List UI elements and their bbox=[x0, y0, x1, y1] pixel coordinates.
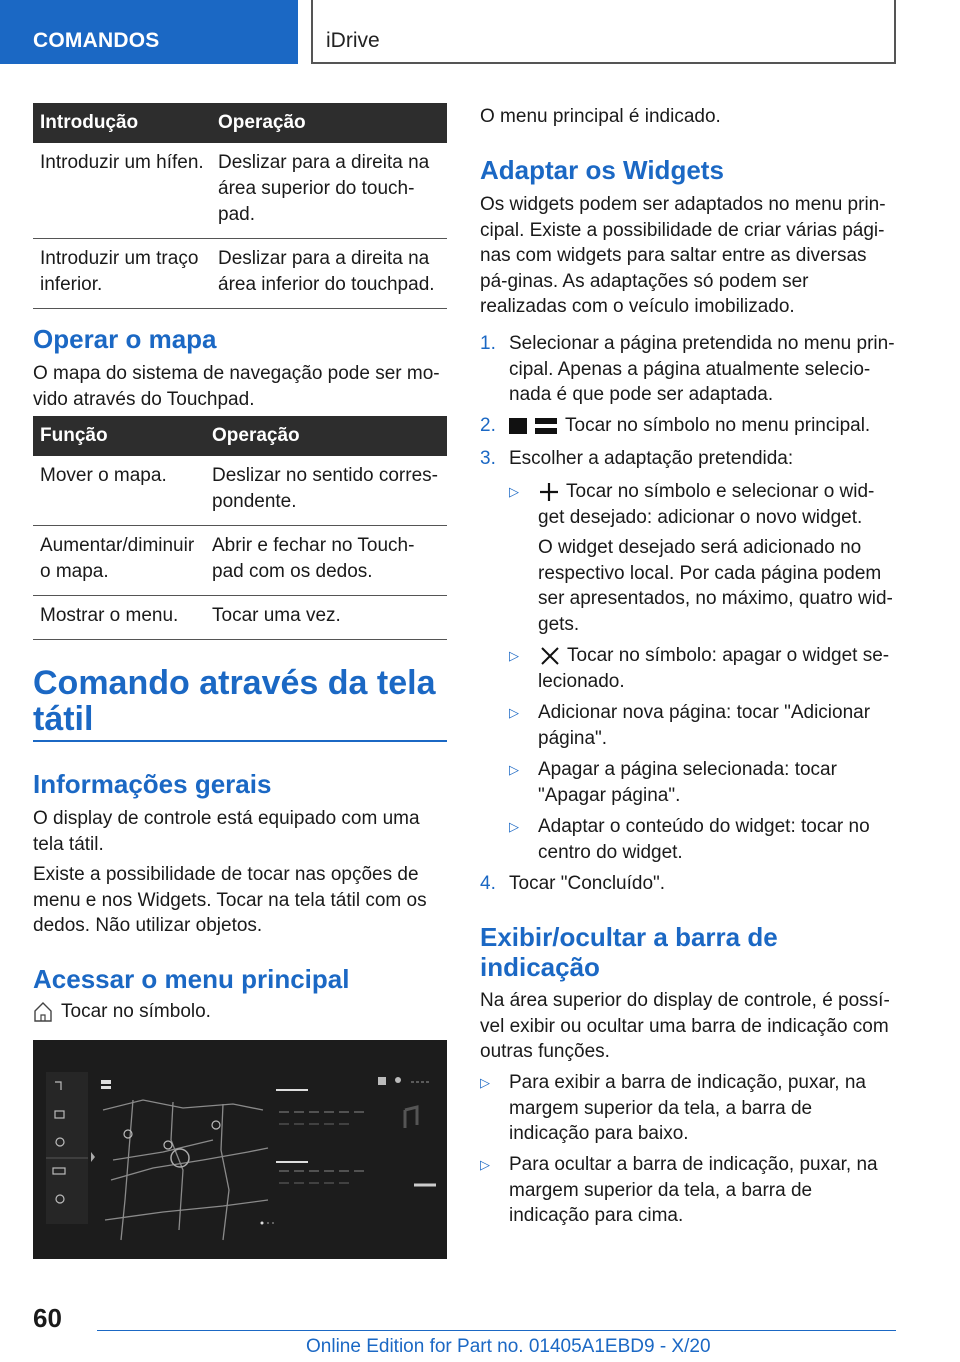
table-cell: Deslizar para a direita na área superior do touch-pad. bbox=[211, 143, 447, 239]
bullet-icon: ▷ bbox=[509, 819, 519, 834]
step-text: Tocar "Concluído". bbox=[509, 873, 666, 894]
step-number: 2. bbox=[480, 415, 496, 436]
general-p1: O display de controle está equipado com uma tela tátil. bbox=[33, 808, 420, 855]
step-text: Selecionar a página pretendida no menu prin-cipal. Apenas a página atualmente selecio-nada é que pode ser adaptada. bbox=[509, 333, 895, 405]
map-table bbox=[33, 416, 447, 640]
bullet-icon: ▷ bbox=[509, 648, 519, 663]
table-header: Operação bbox=[205, 416, 447, 456]
table-cell: Deslizar para a direita na área inferior do touchpad. bbox=[211, 239, 447, 309]
bullet-icon: ▷ bbox=[480, 1075, 490, 1090]
heading-rule bbox=[33, 740, 447, 742]
section-tab bbox=[0, 0, 298, 64]
widget-menu-icon bbox=[509, 418, 557, 434]
substep-text: Adaptar o conteúdo do widget: tocar no centro do widget. bbox=[538, 816, 870, 863]
table-cell: Abrir e fechar no Touch-pad com os dedos. bbox=[205, 526, 447, 596]
widgets-heading: Adaptar os Widgets bbox=[480, 155, 724, 185]
bar-text: Na área superior do display de controle, é possí-vel exibir ou ocultar uma barra de indicação com outras funções. bbox=[480, 990, 890, 1062]
chapter-title: iDrive bbox=[326, 29, 380, 52]
table-header: Operação bbox=[211, 103, 447, 143]
step-text: Escolher a adaptação pretendida: bbox=[509, 448, 794, 469]
substep-text: Adicionar nova página: tocar "Adicionar página". bbox=[538, 702, 871, 749]
section-title: COMANDOS bbox=[33, 29, 160, 52]
map-heading: Operar o mapa bbox=[33, 324, 217, 354]
table-cell: Tocar uma vez. bbox=[205, 596, 447, 640]
intro-text: O menu principal é indicado. bbox=[480, 106, 721, 127]
bullet-icon: ▷ bbox=[480, 1157, 490, 1172]
table-row bbox=[33, 526, 447, 596]
bullet-icon: ▷ bbox=[509, 762, 519, 777]
table-cell: Mover o mapa. bbox=[33, 456, 205, 526]
chapter-tab bbox=[311, 0, 896, 64]
substep-note: O widget desejado será adicionado no respectivo local. Por cada página podem ser apresentados, no máximo, quatro wid-gets. bbox=[538, 537, 893, 635]
footer-rule bbox=[97, 1330, 896, 1331]
step-number: 4. bbox=[480, 873, 496, 894]
edition-link[interactable]: Online Edition for Part no. 01405A1EBD9 - X/20 bbox=[306, 1336, 711, 1357]
step-text: Tocar no símbolo no menu principal. bbox=[565, 415, 871, 436]
bullet-icon: ▷ bbox=[509, 705, 519, 720]
substep-text: Apagar a página selecionada: tocar "Apagar página". bbox=[538, 759, 837, 806]
bar-bullet: Para exibir a barra de indicação, puxar, na margem superior da tela, a barra de indicação para baixo. bbox=[509, 1072, 866, 1144]
table-cell: Aumentar/diminuir o mapa. bbox=[33, 526, 205, 596]
touch-heading: Comando através da tela tátil bbox=[33, 664, 436, 738]
table-cell: Introduzir um traço inferior. bbox=[33, 239, 211, 309]
step-number: 1. bbox=[480, 333, 496, 354]
menu-heading: Acessar o menu principal bbox=[33, 964, 350, 994]
substep-text: Tocar no símbolo: apagar o widget se-lecionado. bbox=[538, 645, 890, 692]
bar-heading: Exibir/ocultar a barra de indicação bbox=[480, 922, 778, 982]
table-row bbox=[33, 143, 447, 239]
table-row bbox=[33, 596, 447, 640]
home-icon bbox=[33, 1001, 53, 1023]
page-number: 60 bbox=[33, 1303, 62, 1333]
table-cell: Mostrar o menu. bbox=[33, 596, 205, 640]
table-row bbox=[33, 239, 447, 309]
map-text: O mapa do sistema de navegação pode ser mo-vido através do Touchpad. bbox=[33, 363, 440, 410]
bar-bullet: Para ocultar a barra de indicação, puxar, na margem superior da tela, a barra de indicação para cima. bbox=[509, 1154, 878, 1226]
menu-text: Tocar no símbolo. bbox=[61, 1001, 211, 1022]
input-table bbox=[33, 103, 447, 309]
table-header: Função bbox=[33, 416, 205, 456]
step-number: 3. bbox=[480, 448, 496, 469]
table-cell: Introduzir um hífen. bbox=[33, 143, 211, 239]
general-p2: Existe a possibilidade de tocar nas opções de menu e nos Widgets. Tocar na tela tátil com os dedos. Não utilizar objetos. bbox=[33, 864, 427, 936]
bullet-icon: ▷ bbox=[509, 484, 519, 499]
general-heading: Informações gerais bbox=[33, 769, 272, 799]
table-header: Introdução bbox=[33, 103, 211, 143]
table-cell: Deslizar no sentido corres-pondente. bbox=[205, 456, 447, 526]
widgets-text: Os widgets podem ser adaptados no menu prin-cipal. Existe a possibilidade de criar várias pági-nas com widgets para saltar entre as diversas pá-ginas. As adaptações só podem ser realizadas com o veículo imobilizado. bbox=[480, 194, 886, 317]
table-row bbox=[33, 456, 447, 526]
touchscreen-illustration bbox=[33, 1040, 447, 1259]
substep-text: Tocar no símbolo e selecionar o wid-get desejado: adicionar o novo widget. bbox=[538, 481, 875, 528]
